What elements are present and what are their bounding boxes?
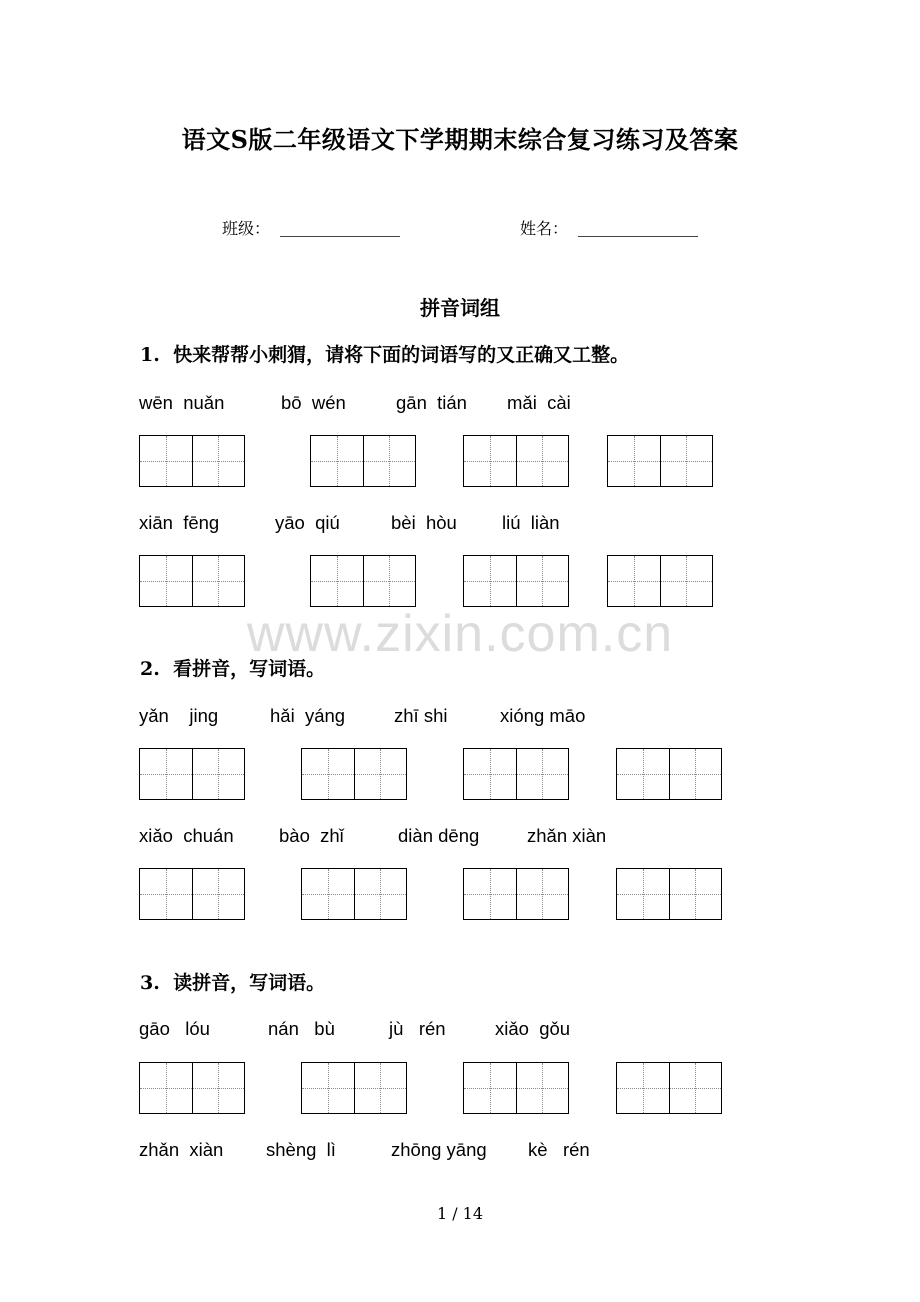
writing-grid[interactable] [301,868,407,920]
pinyin-label: gān tián [396,392,467,413]
writing-grid[interactable] [139,555,245,607]
pinyin-label: zhōng yāng [391,1139,487,1160]
question-3-title: 3. 读拼音，写词语。 [140,972,326,994]
pinyin-label: yǎn jing [139,705,219,726]
writing-grid[interactable] [463,868,569,920]
writing-grid[interactable] [463,435,569,487]
pinyin-label: zhǎn xiàn [527,825,607,846]
page-number: 1 / 14 [436,1204,484,1223]
pinyin-label: hǎi yáng [270,705,346,726]
watermark: www.zixin.com.cn [246,605,674,663]
pinyin-label: liú liàn [502,512,560,533]
class-blank-line [280,236,400,237]
writing-grid[interactable] [310,555,416,607]
question-2-title: 2. 看拼音，写词语。 [140,658,326,680]
pinyin-label: diàn dēng [398,825,480,846]
pinyin-label: jù rén [389,1018,446,1039]
pinyin-label: xiǎo chuán [139,825,234,846]
writing-grid[interactable] [607,555,713,607]
pinyin-label: nán bù [268,1018,335,1039]
pinyin-label: gāo lóu [139,1018,210,1039]
pinyin-label: yāo qiú [275,512,340,533]
writing-grid[interactable] [310,435,416,487]
writing-grid[interactable] [463,555,569,607]
writing-grid[interactable] [139,868,245,920]
writing-grid[interactable] [301,1062,407,1114]
pinyin-label: zhī shi [394,705,448,726]
writing-grid[interactable] [139,748,245,800]
document-title: 语文S版二年级语文下学期期末综合复习练习及答案 [181,125,739,154]
writing-grid[interactable] [139,435,245,487]
writing-grid[interactable] [616,868,722,920]
class-label: 班级： [222,219,271,238]
pinyin-label: xiān fēng [139,512,220,533]
name-label: 姓名： [520,219,569,238]
pinyin-label: bào zhǐ [279,825,344,846]
pinyin-label: shèng lì [266,1139,336,1160]
pinyin-label: bō wén [281,392,346,413]
writing-grid[interactable] [463,1062,569,1114]
pinyin-label: xiǎo gǒu [495,1018,571,1039]
name-blank-line [578,236,698,237]
question-1-title: 1. 快来帮帮小刺猬，请将下面的词语写的又正确又工整。 [140,344,630,366]
writing-grid[interactable] [301,748,407,800]
pinyin-label: mǎi cài [507,392,571,413]
writing-grid[interactable] [616,1062,722,1114]
writing-grid[interactable] [616,748,722,800]
section-title: 拼音词组 [420,296,500,320]
pinyin-label: xióng māo [500,705,586,726]
pinyin-label: wēn nuǎn [139,392,225,413]
pinyin-label: kè rén [528,1139,590,1160]
writing-grid[interactable] [607,435,713,487]
pinyin-label: zhǎn xiàn [139,1139,224,1160]
writing-grid[interactable] [463,748,569,800]
writing-grid[interactable] [139,1062,245,1114]
pinyin-label: bèi hòu [391,512,457,533]
